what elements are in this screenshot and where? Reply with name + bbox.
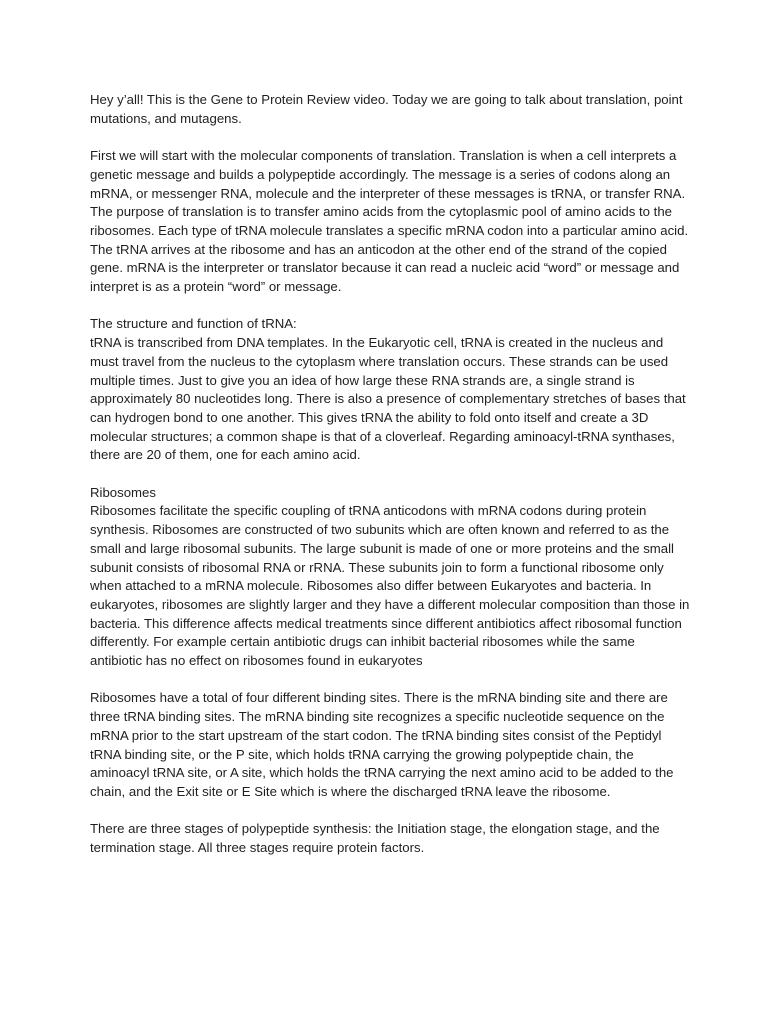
document-body — [90, 91, 690, 876]
intro-paragraph: Hey y’all! This is the Gene to Protein Review video. Today we are going to talk about translation, point mutations, and mutagens. — [90, 92, 683, 126]
ribosomes-section-heading: Ribosomes — [90, 484, 156, 500]
binding-sites-paragraph: Ribosomes have a total of four different binding sites. There is the mRNA binding site and there are three tRNA binding sites. The mRNA binding site recognizes a specific nucleotide sequence on the mRNA prior to the start upstream of the start codon. The tRNA binding sites consist of the Peptidyl tRNA binding site, or the P site, which holds tRNA carrying the growing polypeptide chain, the aminoacyl tRNA site, or A site, which holds the tRNA carrying the next amino acid to be added to the chain, and the Exit site or E Site which is where the discharged tRNA leave the ribosome. — [90, 690, 674, 799]
trna-section-heading: The structure and function of tRNA: — [90, 316, 297, 332]
synthesis-stages-paragraph: There are three stages of polypeptide synthesis: the Initiation stage, the elongation stage, and the termination stage. All three stages require protein factors. — [90, 821, 660, 856]
translation-components-paragraph: First we will start with the molecular components of translation. Translation is when a cell interprets a genetic message and builds a polypeptide accordingly. The message is a series of codons along an mRNA, or messenger RNA, molecule and the interpreter of these messages is tRNA, or transfer RNA. The purpose of translation is to transfer amino acids from the cytoplasmic pool of amino acids to the ribosomes. Each type of tRNA molecule translates a specific mRNA codon into a particular amino acid. The tRNA arrives at the ribosome and has an anticodon at the other end of the strand of the copied gene. mRNA is the interpreter or translator because it can read a nucleic acid “word” or message and interpret is as a protein “word” or message. — [90, 148, 689, 295]
ribosomes-section-paragraph: Ribosomes facilitate the specific coupling of tRNA anticodons with mRNA codons during protein synthesis. Ribosomes are constructed of two subunits which are often known and referred to as the small and large ribosomal subunits. The large subunit is made of one or more proteins and the small subunit consists of ribosomal RNA or rRNA. These subunits join to form a functional ribosome only when attached to a mRNA molecule. Ribosomes also differ between Eukaryotes and bacteria. In eukaryotes, ribosomes are slightly larger and they have a different molecular composition than those in bacteria. This difference affects medical treatments since different antibiotics affect ribosomal function differently. For example certain antibiotic drugs can inhibit bacterial ribosomes while the same antibiotic has no effect on ribosomes found in eukaryotes — [90, 503, 690, 669]
trna-section-paragraph: tRNA is transcribed from DNA templates. In the Eukaryotic cell, tRNA is created in the nucleus and must travel from the nucleus to the cytoplasm where translation occurs. These strands can be used multiple times. Just to give you an idea of how large these RNA strands are, a single strand is approximately 80 nucleotides long. There is also a presence of complementary stretches of bases that can hydrogen bond to one another. This gives tRNA the ability to fold onto itself and create a 3D molecular structures; a common shape is that of a cloverleaf. Regarding aminoacyl-tRNA synthases, there are 20 of them, one for each amino acid. — [90, 335, 686, 463]
